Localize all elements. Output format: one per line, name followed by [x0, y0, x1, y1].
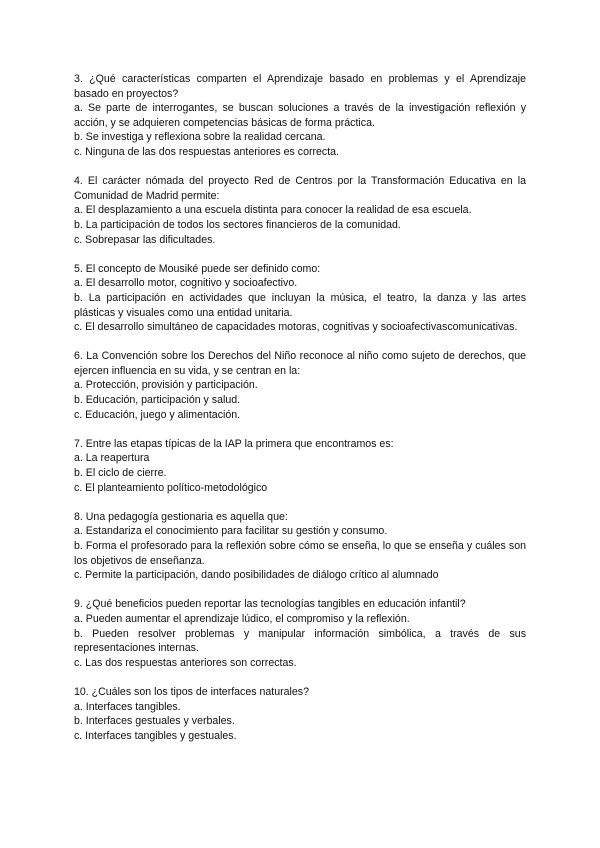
option-c: c. Interfaces tangibles y gestuales.: [74, 729, 237, 742]
option-c: c. Ninguna de las dos respuestas anteriores es correcta.: [74, 145, 339, 158]
option-c: c. Permite la participación, dando posibilidades de diálogo crítico al alumnado: [74, 569, 439, 582]
question-stem: 3. ¿Qué características comparten el Aprendizaje basado en problemas y el Aprendizaje basado en proyectos?: [74, 73, 526, 100]
option-b: b. El ciclo de cierre.: [74, 467, 167, 480]
option-c: c. Sobrepasar las dificultades.: [74, 233, 216, 246]
question-stem: 6. La Convención sobre los Derechos del Niño reconoce al niño como sujeto de derechos, que ejercen influencia en su vida, y se centran en la:: [74, 350, 526, 377]
question-stem: 8. Una pedagogía gestionaria es aquella que:: [74, 510, 288, 523]
option-b: b. La participación en actividades que incluyan la música, el teatro, la danza y las artes plásticas y visuales como una entidad unitaria.: [74, 291, 526, 319]
question-6: [74, 349, 526, 422]
question-5: [74, 262, 526, 335]
option-c: c. El desarrollo simultáneo de capacidades motoras, cognitivas y socioafectivascomunicativas.: [74, 321, 518, 334]
question-stem: 5. El concepto de Mousiké puede ser definido como:: [74, 262, 321, 275]
option-a: a. Pueden aumentar el aprendizaje lúdico, el compromiso y la reflexión.: [74, 612, 410, 625]
question-stem: 4. El carácter nómada del proyecto Red de Centros por la Transformación Educativa en la Comunidad de Madrid permite:: [74, 175, 526, 202]
question-8: [74, 510, 526, 583]
option-a: a. Estandariza el conocimiento para facilitar su gestión y consumo.: [74, 525, 388, 538]
option-c: c. Las dos respuestas anteriores son correctas.: [74, 656, 297, 669]
option-b: b. Forma el profesorado para la reflexión sobre cómo se enseña, lo que se enseña y cuáles son los objetivos de enseñanza.: [74, 540, 526, 567]
option-a: a. El desplazamiento a una escuela distinta para conocer la realidad de esa escuela.: [74, 204, 472, 217]
option-a: a. El desarrollo motor, cognitivo y socioafectivo.: [74, 277, 298, 290]
option-b: b. Pueden resolver problemas y manipular información simbólica, a través de sus representaciones internas.: [74, 627, 526, 655]
question-3: [74, 72, 526, 160]
option-c: c. Educación, juego y alimentación.: [74, 408, 241, 421]
option-a: a. Interfaces tangibles.: [74, 700, 181, 713]
question-stem: 10. ¿Cuáles son los tipos de interfaces naturales?: [74, 685, 309, 698]
question-10: [74, 685, 526, 743]
option-c: c. El planteamiento político-metodológico: [74, 481, 268, 494]
option-b: b. Se investiga y reflexiona sobre la realidad cercana.: [74, 131, 326, 144]
question-7: [74, 437, 526, 495]
option-a: a. Se parte de interrogantes, se buscan soluciones a través de la investigación reflexión y acción, y se adquieren competencias básicas de forma práctica.: [74, 102, 526, 129]
option-b: b. Educación, participación y salud.: [74, 394, 241, 407]
question-stem: 7. Entre las etapas típicas de la IAP la primera que encontramos es:: [74, 437, 394, 450]
option-a: a. La reapertura: [74, 452, 150, 465]
question-9: [74, 597, 526, 670]
question-4: [74, 174, 526, 247]
option-a: a. Protección, provisión y participación.: [74, 379, 258, 392]
question-stem: 9. ¿Qué beneficios pueden reportar las tecnologías tangibles en educación infantil?: [74, 598, 466, 611]
option-b: b. La participación de todos los sectores financieros de la comunidad.: [74, 218, 401, 231]
option-b: b. Interfaces gestuales y verbales.: [74, 715, 235, 728]
